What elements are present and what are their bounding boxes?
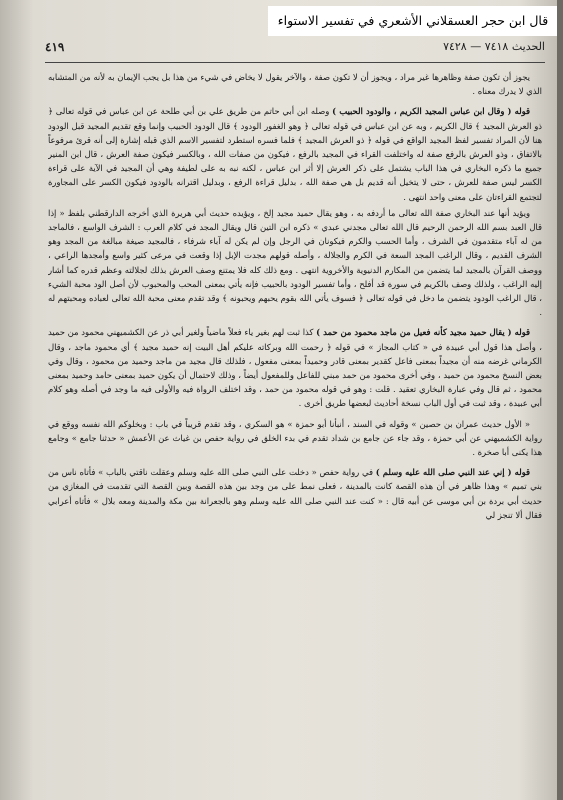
paragraph [48, 465, 542, 522]
paragraph-heading: قوله ( يقال حميد مجيد كأنه فعيل من ماجد محمود من حمد ) [316, 327, 530, 338]
paragraph-heading: قوله ( وقال ابن عباس المجيد الكريم ، والودود الحبيب ) [332, 106, 530, 117]
paragraph-text: كذا ثبت لهم بغير ياء فعلاً ماضياً ولغير أبي ذر عن الكشميهني محمود من حميد ، وأصل هذا قول أبي عبيدة في « كتاب المجاز » في قوله ﴿ رحمت الله وبركاته عليكم أهل البيت إنه حميد مجيد ﴾ أي محمود ماجد ، وقال الكرماني غرضه منه أن مجيداً بمعنى فاعل كقدير بمعنى قادر وحميداً بمعنى مفعول ، فلذلك قال مجيد من ماجد وحميد من محمود ، وقال وفي بعض النسخ محمود من حميد ، وفي أخرى محمود من حمد مبني للفاعل وللمفعول أيضاً ، وذلك لاحتمال أن يكون حميد بمعنى حامد وحميد بمعنى محمود ، ثم قال وفي عبارة البخاري تعقيد . قلت : وهو في قوله محمود من حمد ، وقد اختلف الرواة فيه والأولى فيه ما وجد في أصله وهو كلام أبي عبيدة ، وقد ثبت في أول الباب نسخة أحاديث لبعضها طريق أخرى . [48, 327, 542, 409]
paragraph-text: ويؤيد أنها عند البخاري صفة الله تعالى ما أردفه به ، وهو يقال حميد مجيد إلخ ، ويؤيده حديث أبي هريرة الذي أخرجه الدارقطني بلفظ « إذا قال العبد بسم الله الرحمن الرحيم قال الله تعالى مجدني عبدي » ذكره ابن التين قال ويقال المجد في كلام العرب : الشرف الواسع ، فالماجد من له آباء متقدمون في الشرف ، وأما الحسب والكرم فيكونان في الرجل وإن لم يكن له آباء شرفاء ، فالمجيد صيغة مبالغة من المجد وهو الشرف القديم ، وقال الراغب المجد السعة في الكرم والجلالة ، وأصله قولهم مجدت الإبل إذا وقعت في مرعى كثير واسع وأمجدها الراعي ، ووصف القرآن بالمجيد لما يتضمن من المكارم الدنيوية والأخروية انتهى . ومع ذلك كله فلا يمتنع وصف العرش بذلك لجلالته وعظم قدره كما أشار إليه الراغب ، ولذلك وصف بالكريم في سورة قد أفلح ، وأما تفسير الودود بالحبيب فإنه يأتي بمعنى المحب والمحبوب لأن أصل الود محبة الشيء ، قال الراغب الودود يتضمن ما دخل في قوله تعالى ﴿ فسوف يأتي الله بقوم يحبهم ويحبونه ﴾ وقد تقدم معنى محبة الله تعالى لعباده ومحبتهم له . [48, 207, 542, 318]
hadith-range: الحديث ٧٤١٨ — ٧٤٢٨ [443, 40, 545, 53]
header-divider [45, 62, 545, 63]
page-edge-shadow [557, 0, 563, 800]
running-header [45, 38, 545, 60]
paragraph-text: في رواية حفص « دخلت على النبي صلى الله عليه وسلم وعقلت ناقتي بالباب » فأتاه ناس من بني تميم » وهذا ظاهر في أن هذه القصة كانت بالمدينة ، فعلى نمط على من وجد بين هذه القصة وبين القصة التي تقدمت في المغازي من حديث أبي بردة بن أبي موسى عن أبيه قال : « كنت عند النبي صلى الله عليه وسلم وهو بالجعرانة بين مكة والمدينة ومعه بلال » فأتاه أعرابي فقال ألا تنجز لي [48, 467, 542, 520]
paragraph-text: يجوز أن تكون صفة وظاهرها غير مراد ، ويجوز أن لا تكون صفة ، والآخر يقول لا يخاض في شيء من هذا بل يجب الإيمان به لأنه من المتشابه الذي لا يدرك معناه . [48, 72, 542, 97]
paragraph [48, 417, 542, 460]
paragraph [48, 325, 542, 410]
paragraph-text: « الأول حديث عمران بن حصين » وقوله في السند ، أنبأنا أبو حمزة » هو السكري ، وقد تقدم قريباً في باب : وبخلوكم الله نفسه ووقع في رواية الكشميهني عن أبي حمزة ، وقد جاء عن جامع بن شداد تقدم في بدء الخلق في رواية حفص بن غياث عن الأعمش « حدثنا جامع » وجامع هذا يكنى أبا صخرة . [48, 418, 542, 458]
paragraph [48, 104, 542, 203]
paragraph-text: وصله ابن أبي حاتم من طريق علي بن أبي طلحة عن ابن عباس في قوله تعالى ﴿ ذو العرش المجيد ﴾ قال الكريم ، وبه عن ابن عباس في قوله تعالى ﴿ وهو الغفور الودود ﴾ قال الودود الحبيب وإنما وقع تقديم المجيد قبل الودود هنا لأن المراد تفسير لفظ المجيد الواقع في قوله ﴿ ذو العرش المجيد ﴾ فلما فسره استطرد لتفسير الاسم الذي قبله إشارة إلى أنه قرئ مرفوعاً بالاتفاق ، وذو العرش بالرفع صفة له واختلفت القراء في المجيد بالرفع ، فيكون من صفات الله ، وبالكسر فيكون صفة العرش ، قال ابن المنير جميع ما ذكره البخاري في هذا الباب يشتمل على ذكر العرش إلا أثر ابن عباس ، لكنه نبه به على لطيفة وهي أن المجيد في الآية على قراءة الكسر ليس صفة للعرش ، حتى لا يتخيل أنه قديم بل هي صفة الله ، بدليل قراءة الرفع ، وبدليل اقترانه بالودود فيكون الكسر على المجاورة لتجتمع القراءتان على معنى واحد انتهى . [48, 106, 542, 202]
page-body [48, 70, 542, 786]
paragraph-heading: قوله ( إني عند النبي صلى الله عليه وسلم ) [375, 467, 530, 478]
paragraph [48, 206, 542, 320]
page-number: ٤١٩ [45, 40, 65, 54]
paragraph [48, 70, 542, 98]
caption-title: قال ابن حجر العسقلاني الأشعري في تفسير الاستواء [268, 6, 558, 36]
